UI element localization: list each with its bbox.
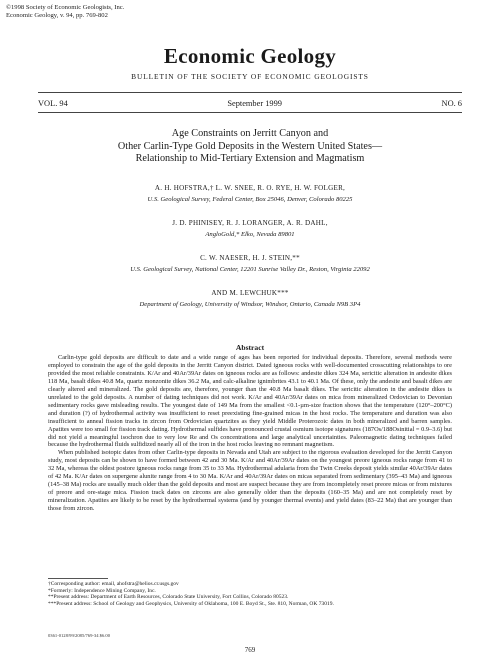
issue-number: NO. 6 — [441, 99, 462, 108]
author-group-2: J. D. PHINISEY, R. J. LORANGER, A. R. DAHL, — [172, 219, 328, 227]
footnotes — [48, 581, 452, 608]
citation-line: Economic Geology, v. 94, pp. 769-802 — [6, 12, 108, 20]
copyright-notice — [6, 4, 124, 20]
volume-label: VOL. 94 — [38, 99, 68, 108]
abstract-heading: Abstract — [235, 343, 265, 352]
copyright-line: ©1998 Society of Economic Geologists, Inc. — [6, 4, 125, 11]
author-group-1: A. H. HOFSTRA,† L. W. SNEE, R. O. RYE, H. W. FOLGER, — [154, 184, 346, 192]
journal-title: Economic Geology — [163, 44, 337, 68]
issue-line — [38, 99, 462, 108]
footnote: **Present address: Department of Earth Resources, Colorado State University, Fort Collins, Colorado 80523. — [48, 594, 289, 601]
footnote-rule — [48, 578, 108, 579]
footnote: †Corresponding author: email, ahofstra@helios.cr.usgs.gov — [48, 581, 179, 587]
affiliation-1: U.S. Geological Survey, Federal Center, Box 25046, Denver, Colorado 80225 — [147, 196, 353, 203]
title-line: Other Carlin-Type Gold Deposits in the Western United States— — [117, 140, 383, 152]
top-rule — [38, 92, 462, 93]
issue-date: September 1999 — [227, 99, 282, 108]
issn-line: 0361-0128/99/2085/769-34 $6.00 — [48, 633, 111, 638]
affiliation-4: Department of Geology, University of Windsor, Windsor, Ontario, Canada N9B 3P4 — [139, 301, 361, 308]
title-line: Relationship to Mid-Tertiary Extension and Magmatism — [135, 153, 365, 165]
author-group-4: AND M. LEWCHUK*** — [211, 289, 289, 297]
author-group-3: C. W. NAESER, H. J. STEIN,** — [200, 254, 300, 262]
title-line: Age Constraints on Jerritt Canyon and — [171, 128, 329, 139]
footnote: ***Present address: School of Geology and Geophysics, University of Oklahoma, 100 E. Boyd St., Ste. 810, Norman, OK 73019. — [48, 601, 334, 608]
journal-subtitle: BULLETIN OF THE SOCIETY OF ECONOMIC GEOLOGISTS — [131, 72, 369, 81]
affiliation-2: AngloGold,* Elko, Nevada 89801 — [205, 231, 295, 238]
article-title — [60, 128, 440, 166]
abstract-paragraph: Carlin-type gold deposits are difficult to date and a wide range of ages has been reported for individual deposits. Therefore, several methods were employed to constrain the age of the gold deposits in the Jerritt Canyon district. Dated igneous rocks with well-documented crosscutting relationships to ore provided the most reliable constraints. K/Ar and 40Ar/39Ar dates on igneous rocks are as follows: andesite dikes 324 Ma, sericitic alteration in andesite dikes 118 Ma, basalt dikes 40.8 Ma, quartz monzonite dikes 36.2 Ma, and calc-alkaline ignimbrites 43.1 to 40.1 Ma. Of these, only the andesite and basalt dikes are clearly altered and mineralized. The gold deposits are, therefore, younger than the 40.8 Ma basalt dikes. The sericitic alteration in the andesite dikes is unrelated to the gold deposits. A number of dating techniques did not work. K/Ar and 40Ar/39Ar dates on mica from mineralized Ordovician to Devonian sedimentary rocks gave misleading results. The youngest date of 149 Ma from the smallest <0.1-µm-size fraction shows that the temperature (120°–200°C) and duration (?) of hydrothermal activity was insufficient to reset preexisting fine-grained micas in the host rocks. The temperature and duration was also insufficient to anneal fission tracks in zircon from Ordovician quartzites as they yield Middle Proterozoic dates in both mineralized and barren samples. Apatites were too small for fission track dating. Hydrothermal sulfides have pronounced crustal osmium isotope signatures (187Os/188Osinitial = 0.9–3.6) but did not yield a meaningful isochron due to very low Re and Os concentrations and large analytical uncertainties. Paleomagnetic dating techniques failed because the hydrothermal fluids sulfidized nearly all of the iron in the host rocks leaving no remnant magnetism. — [48, 354, 452, 449]
abstract-body — [48, 354, 452, 513]
footnote: *Formerly: Independence Mining Company, Inc. — [48, 587, 156, 594]
bottom-rule — [38, 112, 462, 113]
page-number: 769 — [244, 646, 256, 654]
abstract-paragraph: When published isotopic dates from other Carlin-type deposits in Nevada and Utah are subject to the rigorous evaluation developed for the Jerritt Canyon study, most deposits can be shown to have formed between 42 and 30 Ma. K/Ar and 40Ar/39Ar dates on the youngest preore igneous rocks range from 41 to 32 Ma, whereas the oldest postore igneous rocks range from 35 to 33 Ma. Hydrothermal adularia from the Twin Creeks deposit yields similar 40Ar/39Ar dates of 42 Ma. K/Ar dates on supergene alunite range from 4 to 30 Ma. K/Ar and 40Ar/39Ar dates on micas separated from sedimentary (395–43 Ma) and igneous (145–38 Ma) rocks are usually much older than the gold deposits and most are suspect because they are from incompletely reset preore micas or from mixtures of preore and ore-stage mica. Fission track dates on zircons are also generally older than the deposits (160–35 Ma) and are not completely reset by mineralization. Apatites are likely to be reset by the hydrothermal systems (and by younger thermal events) and yield dates (83–22 Ma) that are younger than those from zircon. — [48, 449, 452, 513]
affiliation-3: U.S. Geological Survey, National Center, 12201 Sunrise Valley Dr., Reston, Virginia 22092 — [130, 266, 370, 273]
